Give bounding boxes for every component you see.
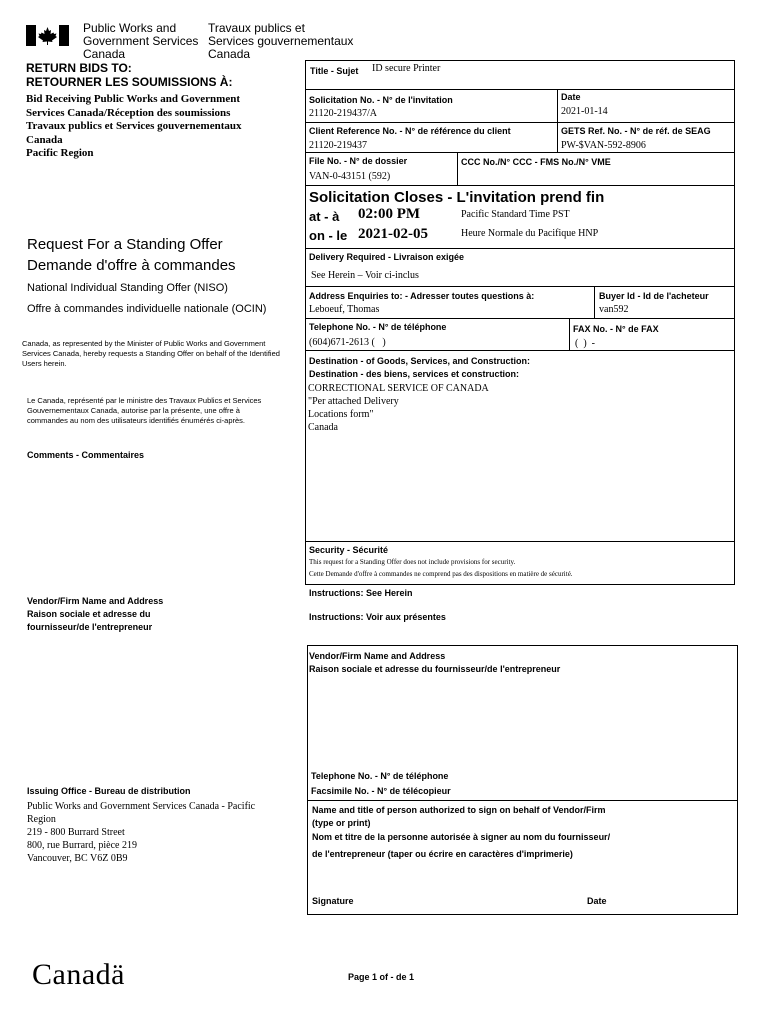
security-text-fr: Cette Demande d'offre à commandes ne comprend pas des dispositions en matière de sécurité. [309, 570, 573, 578]
at-label: at - à [309, 209, 340, 224]
destination-value: CORRECTIONAL SERVICE OF CANADA "Per attached Delivery Locations form" Canada [308, 383, 489, 433]
gets-label: GETS Ref. No. - N° de réf. de SEAG [561, 126, 711, 136]
title-label: Title - Sujet [310, 66, 359, 76]
return-bids-en: RETURN BIDS TO: [26, 61, 132, 75]
issuing-office-label: Issuing Office - Bureau de distribution [27, 786, 191, 796]
page-number: Page 1 of - de 1 [348, 972, 415, 982]
department-name-en [83, 22, 198, 61]
fax-label: FAX No. - N° de FAX [573, 324, 659, 334]
canada-flag-icon [26, 25, 69, 46]
vendor-phone-label: Telephone No. - N° de téléphone [311, 771, 449, 781]
dept-en-line1: Public Works and [83, 21, 177, 35]
canada-request-fr: Le Canada, représenté par le ministre des Travaux Publics et Services Gouvernementaux Canada, autorise par la présente, une offre à commandes au nom des utilisateurs identifiés énumérés ci-après. [27, 396, 262, 425]
client-ref-label: Client Reference No. - N° de référence du client [309, 126, 511, 136]
file-label: File No. - N° de dossier [309, 156, 408, 166]
destination-label-en: Destination - of Goods, Services, and Construction: [309, 356, 531, 366]
buyer-id-label: Buyer Id - Id de l'acheteur [599, 291, 709, 301]
vendor-box-label-fr: Raison sociale et adresse du fournisseur/de l'entrepreneur [309, 664, 561, 674]
closes-label: Solicitation Closes - L'invitation prend fin [309, 189, 605, 206]
comments-label: Comments - Commentaires [27, 450, 145, 460]
tz-fr: Heure Normale du Pacifique HNP [461, 228, 599, 239]
canada-wordmark: Canadä [32, 958, 125, 991]
delivery-label: Delivery Required - Livraison exigée [309, 252, 465, 262]
vendor-label-en: Vendor/Firm Name and Address [27, 596, 164, 606]
canada-request-en: Canada, as represented by the Minister of Public Works and Government Services Canada, hereby requests a Standing Offer on behalf of the Identified Users herein. [22, 339, 280, 368]
close-time: 02:00 PM [358, 206, 421, 222]
phone-label: Telephone No. - N° de téléphone [309, 322, 447, 332]
phone-value: (604)671-2613 ( ) [309, 337, 386, 348]
request-title-en: Request For a Standing Offer [27, 236, 223, 253]
tz-en: Pacific Standard Time PST [461, 209, 570, 220]
dept-en-line2: Government Services [83, 34, 199, 48]
vendor-label-fr: Raison sociale et adresse du fournisseur/de l'entrepreneur [27, 609, 153, 632]
instructions-fr: Instructions: Voir aux présentes [309, 612, 446, 622]
dept-fr-line3: Canada [208, 47, 251, 61]
buyer-id-value: van592 [599, 304, 629, 315]
return-bids-fr: RETOURNER LES SOUMISSIONS À: [26, 75, 233, 89]
client-ref-value: 21120-219437 [309, 140, 367, 151]
title-box [305, 60, 735, 90]
sign-label-4: de l'entrepreneur (taper ou écrire en caractères d'imprimerie) [312, 849, 573, 859]
department-name-fr [208, 22, 353, 61]
security-label: Security - Sécurité [309, 545, 389, 555]
delivery-value: See Herein – Voir ci-inclus [311, 270, 419, 281]
sign-label-3: Nom et titre de la personne autorisée à signer au nom du fournisseur/ [312, 832, 611, 842]
address-enquiries-value: Leboeuf, Thomas [309, 304, 380, 315]
sign-label-1: Name and title of person authorized to sign on behalf of Vendor/Firm [312, 805, 606, 815]
request-title-fr: Demande d'offre à commandes [27, 257, 236, 274]
issuing-office-address: Public Works and Government Services Canada - Pacific Region 219 - 800 Burrard Street 800, rue Burrard, pièce 219 Vancouver, BC V6Z 0B9 [27, 801, 256, 864]
ocin-label: Offre à commandes individuelle nationale (OCIN) [27, 303, 267, 315]
security-text-en: This request for a Standing Offer does not include provisions for security. [309, 558, 516, 566]
vendor-fax-label: Facsimile No. - N° de télécopieur [311, 786, 451, 796]
signature-label: Signature [312, 896, 354, 906]
dept-fr-line1: Travaux publics et [208, 21, 305, 35]
instructions-en: Instructions: See Herein [309, 588, 413, 598]
date-label: Date [561, 92, 581, 102]
on-label: on - le [309, 228, 348, 243]
gets-value: PW-$VAN-592-8906 [561, 140, 646, 151]
ccc-label: CCC No./N° CCC - FMS No./N° VME [461, 157, 611, 167]
date-value: 2021-01-14 [561, 106, 608, 117]
dept-fr-line2: Services gouvernementaux [208, 34, 354, 48]
vendor-box-label-en: Vendor/Firm Name and Address [309, 651, 446, 661]
signature-date-label: Date [587, 896, 607, 906]
title-value: ID secure Printer [372, 63, 441, 74]
address-enquiries-label: Address Enquiries to: - Adresser toutes questions à: [309, 291, 535, 301]
solicitation-value: 21120-219437/A [309, 108, 377, 119]
return-address: Bid Receiving Public Works and Government Services Canada/Réception des soumissions Travaux publics et Services gouvernementaux Canada Pacific Region [26, 93, 242, 159]
dept-en-line3: Canada [83, 47, 126, 61]
niso-label: National Individual Standing Offer (NISO) [27, 282, 228, 294]
solicitation-label: Solicitation No. - N° de l'invitation [309, 95, 453, 105]
fax-value: ( ) - [575, 338, 595, 349]
sign-label-2: (type or print) [312, 818, 371, 828]
close-date: 2021-02-05 [358, 226, 428, 242]
file-value: VAN-0-43151 (592) [309, 171, 391, 182]
destination-label-fr: Destination - des biens, services et construction: [309, 369, 520, 379]
